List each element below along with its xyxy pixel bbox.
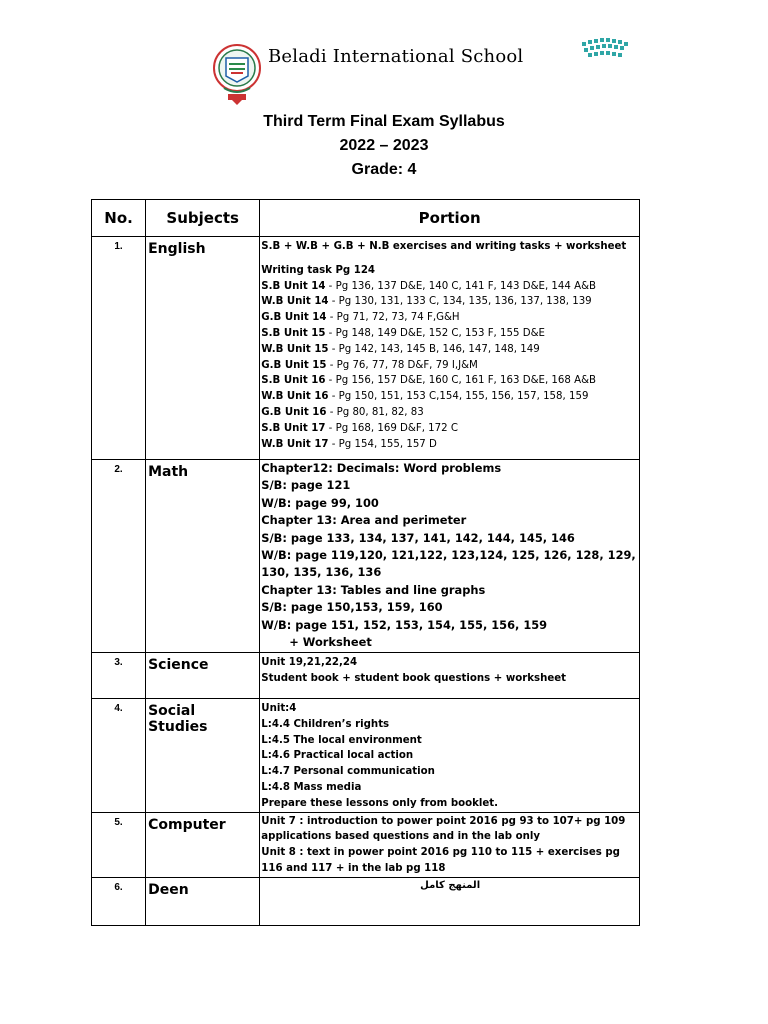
row-number: 2. xyxy=(92,460,146,653)
social-line: L:4.5 The local environment xyxy=(261,734,422,746)
portion-social-studies xyxy=(260,699,640,813)
english-line: W.B Unit 17 - Pg 154, 155, 157 D xyxy=(261,438,437,450)
computer-line: Unit 8 : text in power point 2016 pg 110 to 115 + exercises pg 116 and 117 + in the lab pg 118 xyxy=(261,847,620,874)
math-line: Chapter 13: Tables and line graphs xyxy=(261,582,486,597)
header-portion: Portion xyxy=(260,200,640,237)
syllabus-table xyxy=(91,199,640,926)
row-number: 3. xyxy=(92,653,146,699)
deen-line: المنهج كامل xyxy=(420,879,481,891)
english-line: S.B Unit 14 - Pg 136, 137 D&E, 140 C, 141 F, 143 D&E, 144 A&B xyxy=(261,280,597,292)
header-no: No. xyxy=(92,200,146,237)
subject-science: Science xyxy=(146,653,260,699)
math-line: W/B: page 119,120, 121,122, 123,124, 125, 126, 128, 129, 130, 135, 136, 136 xyxy=(261,548,636,580)
social-line: L:4.4 Children’s rights xyxy=(261,718,390,730)
row-number: 4. xyxy=(92,699,146,813)
title-line-3: Grade: 4 xyxy=(351,161,417,178)
title-line-2: 2022 – 2023 xyxy=(339,137,429,154)
science-line: Unit 19,21,22,24 xyxy=(261,657,358,668)
english-intro: S.B + W.B + G.B + N.B exercises and writing tasks + worksheet xyxy=(261,241,627,252)
english-line: Writing task Pg 124 xyxy=(261,264,376,276)
science-line: Student book + student book questions + worksheet xyxy=(261,672,567,684)
math-line: W/B: page 151, 152, 153, 154, 155, 156, 159 xyxy=(261,617,548,632)
school-name: Beladi International School xyxy=(268,46,524,67)
table-row-deen xyxy=(92,877,640,925)
math-line: S/B: page 133, 134, 137, 141, 142, 144, 145, 146 xyxy=(261,530,575,545)
row-number: 1. xyxy=(92,237,146,460)
table-row-social-studies xyxy=(92,699,640,813)
syllabus-title xyxy=(0,110,768,182)
math-line: S/B: page 121 xyxy=(261,478,351,493)
table-row-math xyxy=(92,460,640,653)
portion-math xyxy=(260,460,640,653)
subject-deen: Deen xyxy=(146,877,260,925)
portion-computer xyxy=(260,812,640,877)
row-number: 5. xyxy=(92,812,146,877)
english-line: G.B Unit 14 - Pg 71, 72, 73, 74 F,G&H xyxy=(261,312,460,324)
english-line: G.B Unit 15 - Pg 76, 77, 78 D&F, 79 I,J&M xyxy=(261,359,478,371)
english-line: S.B Unit 15 - Pg 148, 149 D&E, 152 C, 153 F, 155 D&E xyxy=(261,327,545,339)
social-line: Prepare these lessons only from booklet. xyxy=(261,797,499,809)
english-line: G.B Unit 16 - Pg 80, 81, 82, 83 xyxy=(261,406,424,418)
portion-english xyxy=(260,237,640,460)
subject-math: Math xyxy=(146,460,260,653)
english-line: W.B Unit 14 - Pg 130, 131, 133 C, 134, 135, 136, 137, 138, 139 xyxy=(261,296,592,308)
computer-line: Unit 7 : introduction to power point 2016 pg 93 to 107+ pg 109 applications based questions and in the lab only xyxy=(261,815,626,843)
table-header-row xyxy=(92,200,640,237)
title-line-1: Third Term Final Exam Syllabus xyxy=(263,113,505,130)
math-line: S/B: page 150,153, 159, 160 xyxy=(261,600,443,615)
english-line: S.B Unit 17 - Pg 168, 169 D&F, 172 C xyxy=(261,422,458,434)
school-crest-icon xyxy=(212,38,262,106)
social-line: L:4.8 Mass media xyxy=(261,781,362,793)
subject-computer: Computer xyxy=(146,812,260,877)
subject-social-studies: Social Studies xyxy=(146,699,260,813)
math-line: Chapter12: Decimals: Word problems xyxy=(261,461,502,475)
ministry-of-education-logo-icon xyxy=(578,34,634,92)
math-worksheet: + Worksheet xyxy=(289,635,372,650)
social-line: Unit:4 xyxy=(261,703,297,714)
math-line: Chapter 13: Area and perimeter xyxy=(261,513,467,528)
portion-science xyxy=(260,653,640,699)
row-number: 6. xyxy=(92,877,146,925)
english-line: W.B Unit 15 - Pg 142, 143, 145 B, 146, 147, 148, 149 xyxy=(261,343,540,355)
social-line: L:4.7 Personal communication xyxy=(261,766,435,778)
subject-english: English xyxy=(146,237,260,460)
table-row-computer xyxy=(92,812,640,877)
english-line: S.B Unit 16 - Pg 156, 157 D&E, 160 C, 161 F, 163 D&E, 168 A&B xyxy=(261,375,597,387)
header-subjects: Subjects xyxy=(146,200,260,237)
table-row-science xyxy=(92,653,640,699)
portion-deen xyxy=(260,877,640,925)
english-line: W.B Unit 16 - Pg 150, 151, 153 C,154, 155, 156, 157, 158, 159 xyxy=(261,391,589,403)
math-line: W/B: page 99, 100 xyxy=(261,495,379,510)
table-row-english xyxy=(92,237,640,460)
social-line: L:4.6 Practical local action xyxy=(261,750,414,762)
